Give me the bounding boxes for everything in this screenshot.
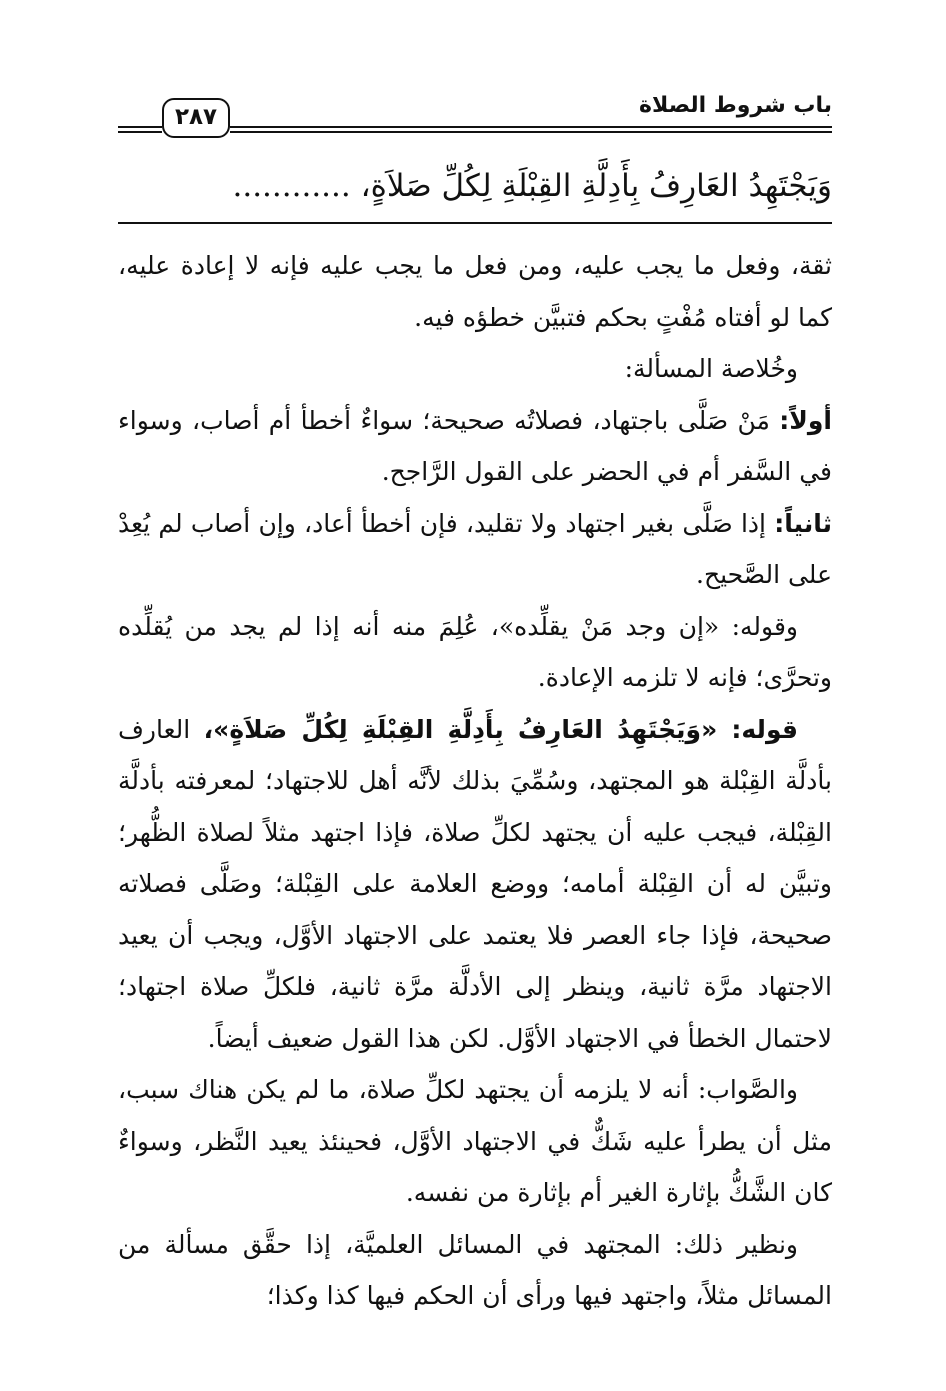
running-header xyxy=(118,88,832,144)
paragraph-8: ونظير ذلك: المجتهد في المسائل العلميَّة، إذا حقَّق مسألة من المسائل مثلاً، واجتهد فيها ورأى أن الحكم فيها كذا وكذا؛ xyxy=(118,1229,832,1310)
paragraph-3-text: مَنْ صَلَّى باجتهاد، فصلاتُه صحيحة؛ سواءٌ أخطأ أم أصاب، وسواء في السَّفر أم في الحضر على القول الرَّاجح. xyxy=(118,405,832,486)
commentary-body xyxy=(118,240,832,1322)
matn-separator-rule xyxy=(118,222,832,224)
paragraph-1: ثقة، وفعل ما يجب عليه، ومن فعل ما يجب عليه فإنه لا إعادة عليه، كما لو أفتاه مُفْتٍ بحكم فتبيَّن خطؤه فيه. xyxy=(118,251,832,332)
paragraph-3-lead: أولاً: xyxy=(779,405,832,435)
paragraph-4-lead: ثانياً: xyxy=(774,508,832,538)
paragraph-3 xyxy=(118,395,832,498)
paragraph-7: والصَّواب: أنه لا يلزمه أن يجتهد لكلِّ صلاة، ما لم يكن هناك سبب، مثل أن يطرأ عليه شَكٌّ في الاجتهاد الأوَّل، فحينئذ يعيد النَّظر، وسواءٌ كان الشَّكُّ بإثارة الغير أم بإثارة من نفسه. xyxy=(118,1075,832,1207)
matn-text: وَيَجْتَهِدُ العَارِفُ بِأَدِلَّةِ القِبْلَةِ لِكُلِّ صَلاَةٍ، ............ xyxy=(232,168,832,204)
page-number: ٢٨٧ xyxy=(162,98,230,138)
chapter-title: باب شروط الصلاة xyxy=(639,93,832,118)
header-double-rule xyxy=(230,126,832,133)
paragraph-6-lead: قوله: «وَيَجْتَهِدُ العَارِفُ بِأَدِلَّةِ القِبْلَةِ لِكُلِّ صَلاَةٍ»، xyxy=(203,714,798,744)
paragraph-4-text: إذا صَلَّى بغير اجتهاد ولا تقليد، فإن أخطأ أعاد، وإن أصاب لم يُعِدْ على الصَّحيح. xyxy=(118,508,832,589)
paragraph-2: وخُلاصة المسألة: xyxy=(624,354,798,383)
header-double-rule-left xyxy=(118,126,162,133)
paragraph-4 xyxy=(118,498,832,601)
paragraph-6 xyxy=(118,704,832,1065)
paragraph-5: وقوله: «إن وجد مَنْ يقلِّده»، عُلِمَ منه أنه إذا لم يجد من يُقلِّده وتحرَّى؛ فإنه لا تلزمه الإعادة. xyxy=(118,611,832,692)
paragraph-6-text: العارف بأدلَّة القِبْلة هو المجتهد، وسُمِّيَ بذلك لأنَّه أهل للاجتهاد؛ لمعرفته بأدلَّة القِبْلة، فيجب عليه أن يجتهد لكلِّ صلاة، فإذا اجتهد مثلاً لصلاة الظُّهر؛ وتبيَّن له أن القِبْلة أمامه؛ ووضع العلامة على القِبْلة؛ وصَلَّى فصلاته صحيحة، فإذا جاء العصر فلا يعتمد على الاجتهاد الأوَّل، ويجب أن يعيد الاجتهاد مرَّة ثانية، وينظر إلى الأدلَّة مرَّة ثانية، فلكلِّ صلاة اجتهاد؛ لاحتمال الخطأ في الاجتهاد الأوَّل. لكن هذا القول ضعيف أيضاً. xyxy=(118,714,832,1053)
